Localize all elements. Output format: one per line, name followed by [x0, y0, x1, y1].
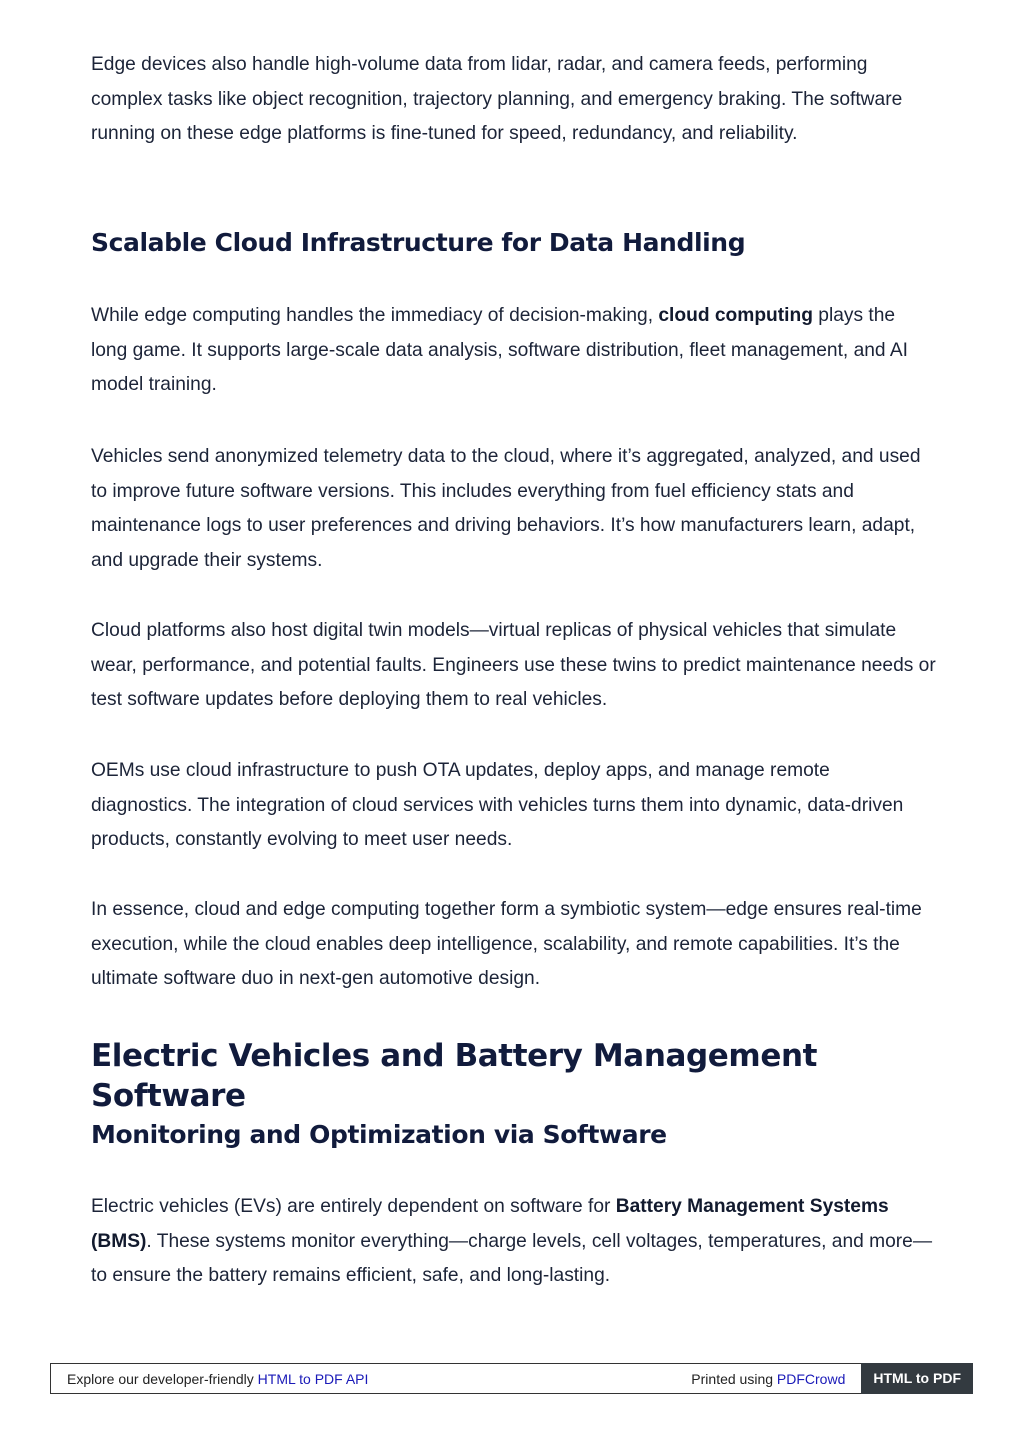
footer-printed: [691, 1371, 861, 1387]
heading-electric-vehicles: Electric Vehicles and Battery Management Software: [91, 1038, 818, 1114]
cloud-computing-bold: cloud computing: [658, 305, 813, 326]
heading-cloud-infrastructure: Scalable Cloud Infrastructure for Data Handling: [91, 228, 746, 257]
html-to-pdf-api-link[interactable]: HTML to PDF API: [257, 1370, 369, 1387]
footer-explore-text: Explore our developer-friendly: [67, 1370, 258, 1387]
footer-explore: [51, 1371, 691, 1387]
ev-bms-rest: . These systems monitor everything—charge levels, cell voltages, temperatures, and more—to ensure the battery remains efficient, safe, and long-lasting.: [91, 1230, 933, 1287]
heading-monitoring: Monitoring and Optimization via Software: [91, 1120, 667, 1149]
paragraph-oems: OEMs use cloud infrastructure to push OTA updates, deploy apps, and manage remote diagnostics. The integration of cloud services with vehicles turns them into dynamic, data-driven products, constantly evolving to meet user needs.: [91, 760, 904, 851]
pdfcrowd-link[interactable]: PDFCrowd: [776, 1370, 846, 1387]
ev-bms-text: Electric vehicles (EVs) are entirely dependent on software for: [91, 1196, 616, 1217]
cloud-intro-rest: plays the long game. It supports large-scale data analysis, software distribution, fleet management, and AI model training.: [91, 305, 908, 396]
paragraph-edge-devices: Edge devices also handle high-volume data from lidar, radar, and camera feeds, performing complex tasks like object recognition, trajectory planning, and emergency braking. The software running on these edge platforms is fine-tuned for speed, redundancy, and reliability.: [91, 54, 903, 145]
html-to-pdf-button[interactable]: HTML to PDF: [861, 1363, 973, 1394]
bms-bold: Battery Management Systems (BMS): [91, 1196, 889, 1252]
cloud-intro-text: While edge computing handles the immediacy of decision-making,: [91, 305, 659, 326]
paragraph-telemetry: Vehicles send anonymized telemetry data to the cloud, where it’s aggregated, analyzed, and used to improve future software versions. This includes everything from fuel efficiency stats and maintenance logs to user preferences and driving behaviors. It’s how manufacturers learn, adapt, and upgrade their systems.: [91, 446, 921, 571]
paragraph-cloud-intro: [91, 299, 936, 403]
paragraph-essence: In essence, cloud and edge computing together form a symbiotic system—edge ensures real-time execution, while the cloud enables deep intelligence, scalability, and remote capabilities. It’s the ultimate software duo in next-gen automotive design.: [91, 899, 922, 990]
footer-printed-text: Printed using: [691, 1370, 777, 1387]
footer-bar: [50, 1363, 973, 1394]
paragraph-digital-twin: Cloud platforms also host digital twin models—virtual replicas of physical vehicles that simulate wear, performance, and potential faults. Engineers use these twins to predict maintenance needs or test software updates before deploying them to real vehicles.: [91, 620, 936, 711]
paragraph-ev-bms: [91, 1190, 936, 1294]
